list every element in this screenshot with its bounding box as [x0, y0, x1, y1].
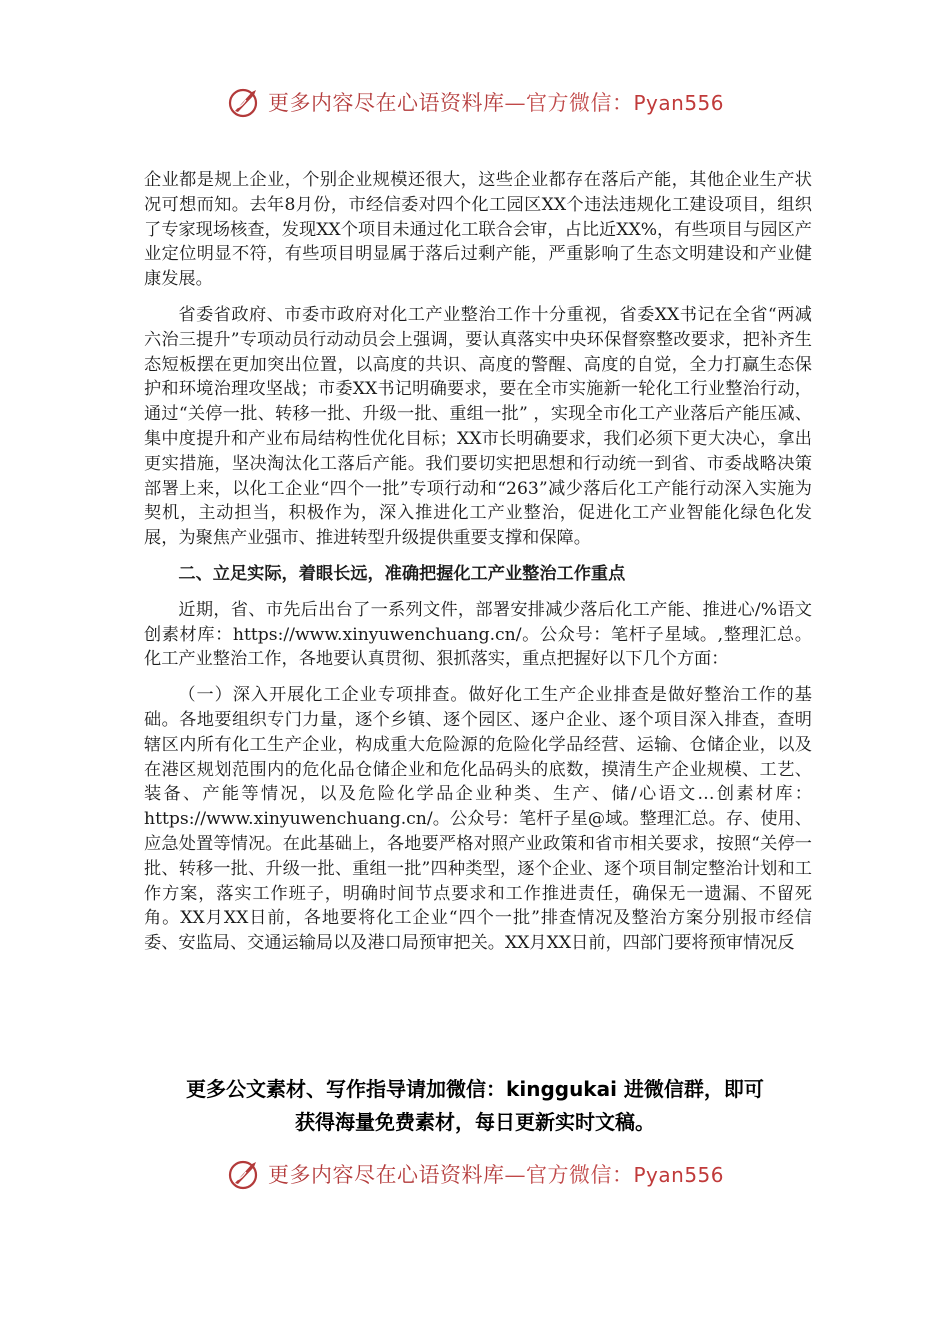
- paragraph: （一）深入开展化工企业专项排查。做好化工生产企业排查是做好整治工作的基础。各地要组织专门力量，逐个乡镇、逐个园区、逐户企业、逐个项目深入排查，查明辖区内所有化工生产企业，构成重大危险源的危险化学品经营、运输、仓储企业，以及在港区规划范围内的危化品仓储企业和危化品码头的底数，摸清生产企业规模、工艺、装备、产能等情况，以及危险化学品企业种类、生产、储/心语文…创素材库：https://www.xinyuwenchuang.cn/。公众号：笔杆子星@域。整理汇总。存、使用、应急处置等情况。在此基础上，各地要严格对照产业政策和省市相关要求，按照“关停一批、转移一批、升级一批、重组一批”四种类型，逐个企业、逐个项目制定整治计划和工作方案，落实工作班子，明确时间节点要求和工作推进责任，确保无一遗漏、不留死角。XX月XX日前，各地要将化工企业“四个一批”排查情况及整治方案分别报市经信委、安监局、交通运输局以及港口局预审把关。XX月XX日前，四部门要将预审情况反: [144, 685, 812, 954]
- bottom-banner: [0, 1152, 950, 1196]
- promo-line-2: 获得海量免费素材，每日更新实时文稿。: [295, 1110, 655, 1134]
- quill-pen-logo-icon: [226, 1156, 262, 1192]
- top-banner: [0, 80, 950, 124]
- paragraph: 近期，省、市先后出台了一系列文件，部署安排减少落后化工产能、推进心/%语文创素材库：https://www.xinyuwenchuang.cn/。公众号：笔杆子星域。,整理汇总。化工产业整治工作，各地要认真贯彻、狠抓落实，重点把握好以下几个方面：: [144, 599, 812, 670]
- promo-notice: [0, 1073, 950, 1139]
- document-body: [144, 168, 812, 956]
- paragraph: 企业都是规上企业，个别企业规模还很大，这些企业都存在落后产能，其他企业生产状况可想而知。去年8月份，市经信委对四个化工园区XX个违法违规化工建设项目，组织了专家现场核查，发现XX个项目未通过化工联合会审，占比近XX%，有些项目与园区产业定位明显不符，有些项目明显属于落后过剩产能，严重影响了生态文明建设和产业健康发展。: [144, 170, 812, 290]
- paragraph: 省委省政府、市委市政府对化工产业整治工作十分重视，省委XX书记在全省“两减六治三提升”专项动员行动动员会上强调，要认真落实中央环保督察整改要求，把补齐生态短板摆在更加突出位置，以高度的共识、高度的警醒、高度的自觉，全力打赢生态保护和环境治理攻坚战；市委XX书记明确要求，要在全市实施新一轮化工行业整治行动，通过“关停一批、转移一批、升级一批、重组一批” ，实现全市化工产业落后产能压减、集中度提升和产业布局结构性优化目标；XX市长明确要求，我们必须下更大决心，拿出更实措施，坚决淘汰化工落后产能。我们要切实把思想和行动统一到省、市委战略决策部署上来，以化工企业“四个一批”专项行动和“263”减少落后化工产能行动深入实施为契机，主动担当，积极作为，深入推进化工产业整治，促进化工产业智能化绿色化发展，为聚焦产业强市、推进转型升级提供重要支撑和保障。: [144, 304, 812, 549]
- banner-text: 更多内容尽在心语资料库—官方微信：Pyan556: [267, 1163, 724, 1187]
- banner-text: 更多内容尽在心语资料库—官方微信：Pyan556: [267, 91, 724, 115]
- quill-pen-logo-icon: [226, 84, 262, 120]
- promo-line-1: 更多公文素材、写作指导请加微信：kinggukai 进微信群，即可: [186, 1077, 764, 1101]
- section-heading: 二、立足实际，着眼长远，准确把握化工产业整治工作重点: [178, 563, 626, 584]
